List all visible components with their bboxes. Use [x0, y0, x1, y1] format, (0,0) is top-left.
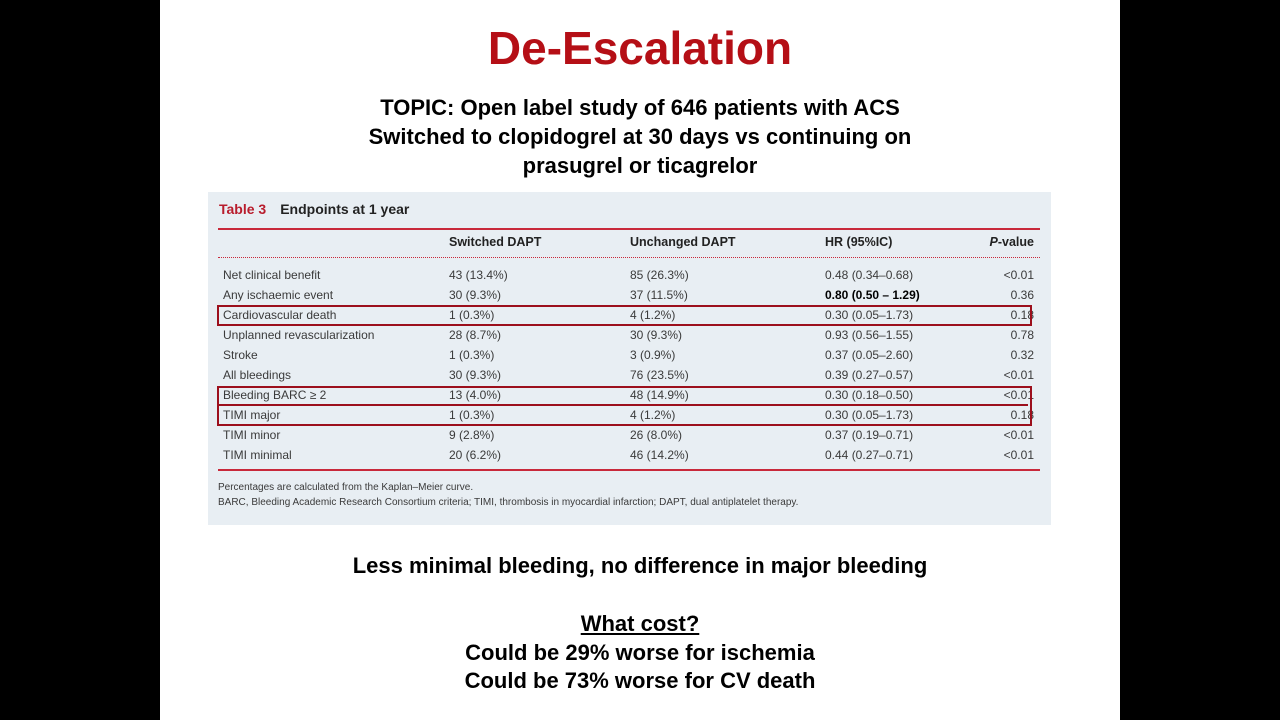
row-unchanged: 76 (23.5%)	[630, 368, 689, 382]
topic-line: Switched to clopidogrel at 30 days vs continuing on	[368, 124, 912, 149]
topic-line: TOPIC: Open label study of 646 patients with ACS	[380, 95, 900, 120]
row-switched: 1 (0.3%)	[449, 408, 495, 422]
row-label: Cardiovascular death	[223, 308, 337, 322]
row-switched: 30 (9.3%)	[449, 288, 502, 302]
row-unchanged: 85 (26.3%)	[630, 268, 689, 282]
row-unchanged: 4 (1.2%)	[630, 408, 676, 422]
table-bottom-rule	[218, 469, 1040, 471]
row-label: Stroke	[223, 348, 258, 362]
row-p: <0.01	[1003, 388, 1034, 402]
row-p: <0.01	[1003, 428, 1034, 442]
table-row	[208, 345, 1051, 365]
cost-heading: What cost?	[580, 611, 700, 636]
topic-line: prasugrel or ticagrelor	[522, 153, 758, 178]
table-row	[208, 365, 1051, 385]
row-switched: 9 (2.8%)	[449, 428, 495, 442]
row-unchanged: 4 (1.2%)	[630, 308, 676, 322]
table-number: Table 3	[219, 201, 267, 217]
row-hr: 0.80 (0.50 – 1.29)	[825, 288, 920, 302]
row-switched: 28 (8.7%)	[449, 328, 502, 342]
table-header-row	[208, 232, 1051, 252]
row-switched: 1 (0.3%)	[449, 308, 495, 322]
row-p: 0.18	[1010, 408, 1034, 422]
row-switched: 20 (6.2%)	[449, 448, 502, 462]
table-row	[208, 445, 1051, 465]
header-hr: HR (95%IC)	[825, 235, 893, 249]
row-hr: 0.48 (0.34–0.68)	[825, 268, 914, 282]
row-hr: 0.39 (0.27–0.57)	[825, 368, 914, 382]
table-caption	[219, 201, 409, 217]
row-hr: 0.30 (0.05–1.73)	[825, 408, 914, 422]
cost-line: Could be 29% worse for ischemia	[465, 640, 815, 665]
header-unchanged: Unchanged DAPT	[630, 235, 736, 249]
table-top-rule	[218, 228, 1040, 230]
header-switched: Switched DAPT	[449, 235, 542, 249]
row-label: TIMI minimal	[223, 448, 292, 462]
row-p: 0.18	[1010, 308, 1034, 322]
slide	[160, 0, 1120, 720]
row-label: Net clinical benefit	[223, 268, 321, 282]
table-row	[208, 385, 1051, 405]
row-p: 0.32	[1010, 348, 1034, 362]
row-unchanged: 37 (11.5%)	[630, 288, 688, 302]
table-footnote: Percentages are calculated from the Kaplan–Meier curve.	[218, 482, 474, 493]
table-row	[208, 285, 1051, 305]
table-row	[208, 425, 1051, 445]
topic-text	[160, 93, 1120, 180]
row-hr: 0.37 (0.05–2.60)	[825, 348, 914, 362]
row-p: <0.01	[1003, 368, 1034, 382]
row-hr: 0.30 (0.18–0.50)	[825, 388, 914, 402]
table-row	[208, 265, 1051, 285]
table-footnote: BARC, Bleeding Academic Research Consortium criteria; TIMI, thrombosis in myocardial infarction; DAPT, dual antiplatelet therapy.	[218, 497, 799, 508]
row-hr: 0.30 (0.05–1.73)	[825, 308, 914, 322]
row-p: <0.01	[1003, 448, 1034, 462]
row-label: TIMI minor	[223, 428, 281, 442]
row-unchanged: 46 (14.2%)	[630, 448, 689, 462]
table-header-rule	[218, 257, 1040, 258]
row-p: <0.01	[1003, 268, 1034, 282]
row-label: Bleeding BARC ≥ 2	[223, 388, 327, 402]
row-label: Any ischaemic event	[223, 288, 334, 302]
row-unchanged: 3 (0.9%)	[630, 348, 676, 362]
header-p-value: P-value	[989, 235, 1034, 249]
table-title: Endpoints at 1 year	[280, 201, 410, 217]
endpoints-table-figure	[208, 192, 1051, 525]
row-label: TIMI major	[223, 408, 281, 422]
row-unchanged: 48 (14.9%)	[630, 388, 689, 402]
row-unchanged: 30 (9.3%)	[630, 328, 683, 342]
row-hr: 0.37 (0.19–0.71)	[825, 428, 914, 442]
summary-text: Less minimal bleeding, no difference in major bleeding	[352, 553, 928, 578]
row-label: All bleedings	[223, 368, 292, 382]
row-p: 0.36	[1010, 288, 1034, 302]
row-p: 0.78	[1010, 328, 1034, 342]
row-hr: 0.44 (0.27–0.71)	[825, 448, 914, 462]
slide-title: De-Escalation	[487, 22, 793, 74]
row-label: Unplanned revascularization	[223, 328, 375, 342]
row-hr: 0.93 (0.56–1.55)	[825, 328, 914, 342]
cost-line: Could be 73% worse for CV death	[464, 668, 816, 693]
row-switched: 13 (4.0%)	[449, 388, 502, 402]
table-row	[208, 305, 1051, 325]
row-switched: 30 (9.3%)	[449, 368, 502, 382]
table-row	[208, 325, 1051, 345]
row-unchanged: 26 (8.0%)	[630, 428, 683, 442]
table-row	[208, 405, 1051, 425]
row-switched: 43 (13.4%)	[449, 268, 508, 282]
row-switched: 1 (0.3%)	[449, 348, 495, 362]
